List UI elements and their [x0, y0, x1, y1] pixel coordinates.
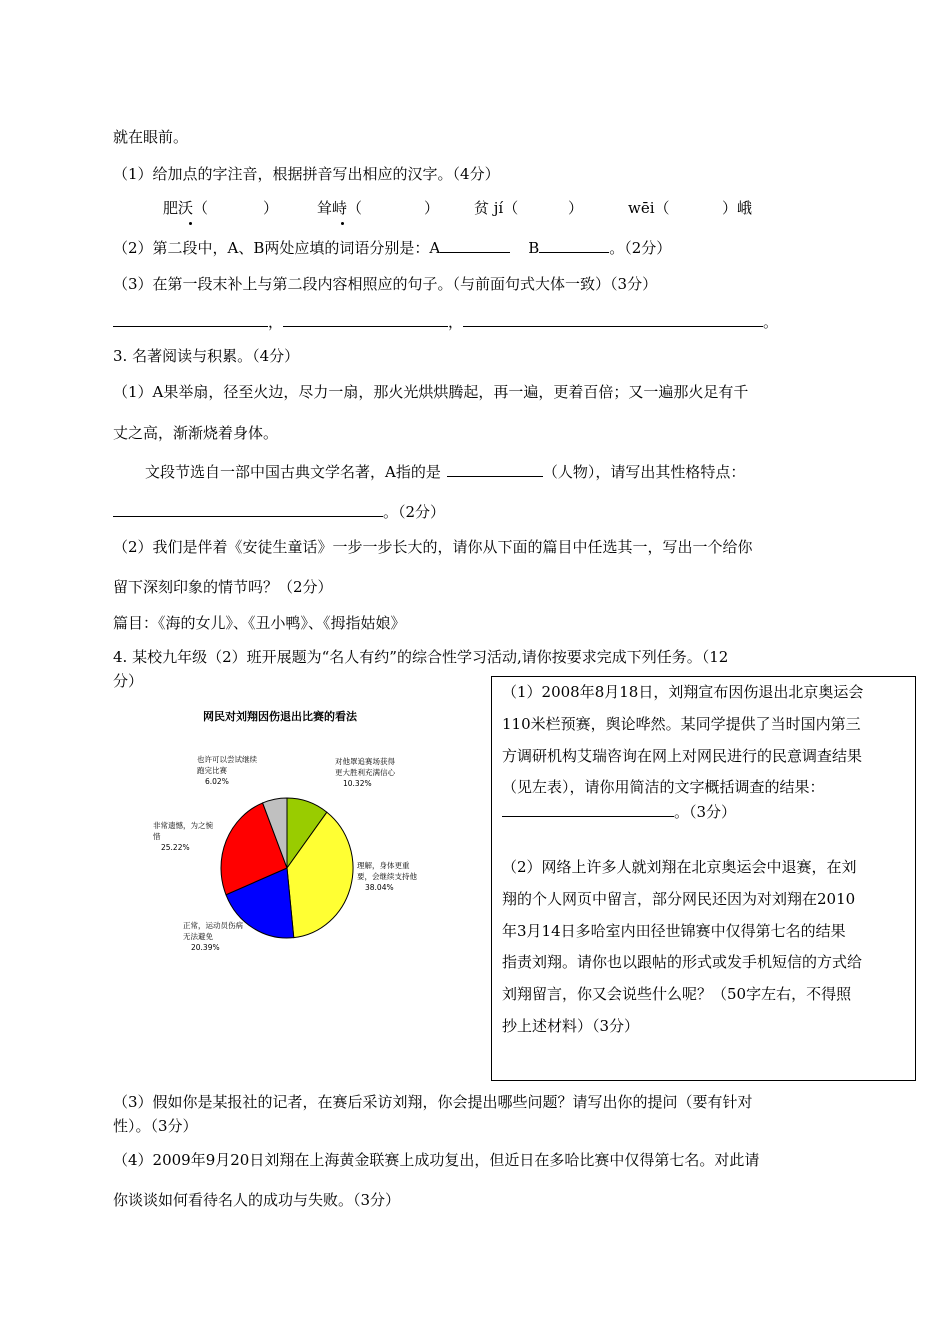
box-line: 翔的个人网页中留言，部分网民还因为对刘翔在2010: [502, 890, 856, 908]
q2-part3: （3）在第一段末补上与第二段内容相照应的句子。（与前面句式大体一致）（3分）: [113, 275, 658, 293]
emphasis-dot: [341, 222, 344, 225]
q2-part1: （1）给加点的字注音，根据拼音写出相应的汉字。（4分）: [113, 165, 500, 183]
q4-part4-b: 你谈谈如何看待名人的成功与失败。（3分）: [113, 1191, 401, 1209]
intro-text: 就在眼前。: [113, 128, 189, 146]
answer-blank-a[interactable]: [440, 236, 510, 253]
emphasis-dot: [189, 222, 192, 225]
answer-blank-trait[interactable]: [113, 500, 383, 517]
answer-blank-person[interactable]: [447, 460, 543, 477]
answer-blank[interactable]: [463, 310, 763, 327]
q3-passage-b: 丈之高，渐渐烧着身体。: [113, 424, 279, 442]
q2-item-weie-close: ）峨: [722, 199, 753, 217]
box-line: （见左表），请你用简洁的文字概括调查的结果：: [502, 778, 825, 796]
q4-part3-b: 性）。（3分）: [113, 1117, 198, 1135]
q2-item-feiwo-close: ）: [263, 199, 279, 217]
q2-part2: （2）第二段中，A、B两处应填的词语分别是：A B 。（2分）: [113, 236, 671, 258]
q3-part2-b: 留下深刻印象的情节吗？（2分）: [113, 578, 333, 596]
box-line: 方调研机构艾瑞咨询在网上对网民进行的民意调查结果: [502, 747, 863, 765]
box-line: 。（3分）: [502, 800, 736, 822]
slice-percent-label: 20.39%: [191, 943, 220, 952]
q4-part4-a: （4）2009年9月20日刘翔在上海黄金联赛上成功复出，但近日在多哈比赛中仅得第七名。对此请: [113, 1151, 760, 1169]
slice-label: 惜: [153, 832, 161, 841]
box-line: （2）网络上许多人就刘翔在北京奥运会中退赛，在刘: [502, 858, 857, 876]
q3-title: 3. 名著阅读与积累。（4分）: [113, 347, 300, 365]
answer-blank-b[interactable]: [539, 236, 609, 253]
task-box: [491, 676, 916, 1081]
q3-passage-a: （1）A果举扇，径至火边，尽力一扇，那火光烘烘腾起，再一遍，更着百倍；又一遍那火足有千: [113, 383, 749, 401]
slice-label: 更大胜利充满信心: [335, 768, 395, 777]
box-line: 刘翔留言，你又会说些什么呢？（50字左右，不得照: [502, 985, 852, 1003]
q2-item-weie: wēi（: [628, 199, 670, 217]
chart-title: 网民对刘翔因伤退出比赛的看法: [203, 710, 357, 723]
box-line: 指责刘翔。请你也以跟帖的形式或发手机短信的方式给: [502, 953, 863, 971]
box-line: 年3月14日多哈室内田径世锦赛中仅得第七名的结果: [502, 922, 846, 940]
q3-part2-titles: 篇目：《海的女儿》、《丑小鸭》、《拇指姑娘》: [113, 614, 406, 632]
slice-percent-label: 25.22%: [161, 843, 190, 852]
slice-label: 理解，身体更重: [357, 861, 410, 870]
slice-label: 正常，运动员伤病: [183, 921, 243, 930]
box-line: （1）2008年8月18日，刘翔宣布因伤退出北京奥运会: [502, 683, 864, 701]
slice-percent-label: 38.04%: [365, 883, 394, 892]
q2-answer-line: ， ， 。: [113, 310, 778, 332]
q2-item-songzhi: 耸峙（: [317, 199, 363, 217]
slice-label: 无法避免: [183, 932, 213, 941]
slice-label: 跑完比赛: [197, 766, 227, 775]
answer-blank[interactable]: [113, 310, 268, 327]
slice-label: 要，会继续支持他: [357, 872, 417, 881]
q3-answer-line: 。（2分）: [113, 500, 445, 522]
slice-percent-label: 6.02%: [205, 777, 229, 786]
q4-part3-a: （3）假如你是某报社的记者，在赛后采访刘翔，你会提出哪些问题？请写出你的提问（要有针对: [113, 1093, 753, 1111]
box-line: 抄上述材料）（3分）: [502, 1017, 640, 1035]
q2-item-pinji-close: ）: [568, 199, 584, 217]
q4-title-b: 分）: [113, 672, 144, 690]
slice-label: 也许可以尝试继续: [197, 755, 257, 764]
slice-label: 非常遗憾，为之惋: [153, 821, 213, 830]
q3-question-1: 文段节选自一部中国古典文学名著，A指的是 （人物），请写出其性格特点：: [145, 460, 745, 482]
q4-title-a: 4. 某校九年级（2）班开展题为“名人有约”的综合性学习活动,请你按要求完成下列任务。（12: [113, 648, 729, 666]
slice-percent-label: 10.32%: [343, 779, 372, 788]
box-line: 110米栏预赛，舆论哗然。某同学提供了当时国内第三: [502, 715, 861, 733]
slice-label: 对他罩追赛场获得: [335, 757, 395, 766]
q3-part2-a: （2）我们是伴着《安徒生童话》一步一步长大的，请你从下面的篇目中任选其一，写出一个给你: [113, 538, 753, 556]
pie-chart: [145, 700, 475, 980]
answer-blank-survey[interactable]: [502, 800, 674, 817]
q2-item-songzhi-close: ）: [424, 199, 440, 217]
q2-item-feiwo: 肥沃（: [163, 199, 209, 217]
q2-item-pinji: 贫 jí（: [474, 199, 519, 217]
answer-blank[interactable]: [283, 310, 448, 327]
